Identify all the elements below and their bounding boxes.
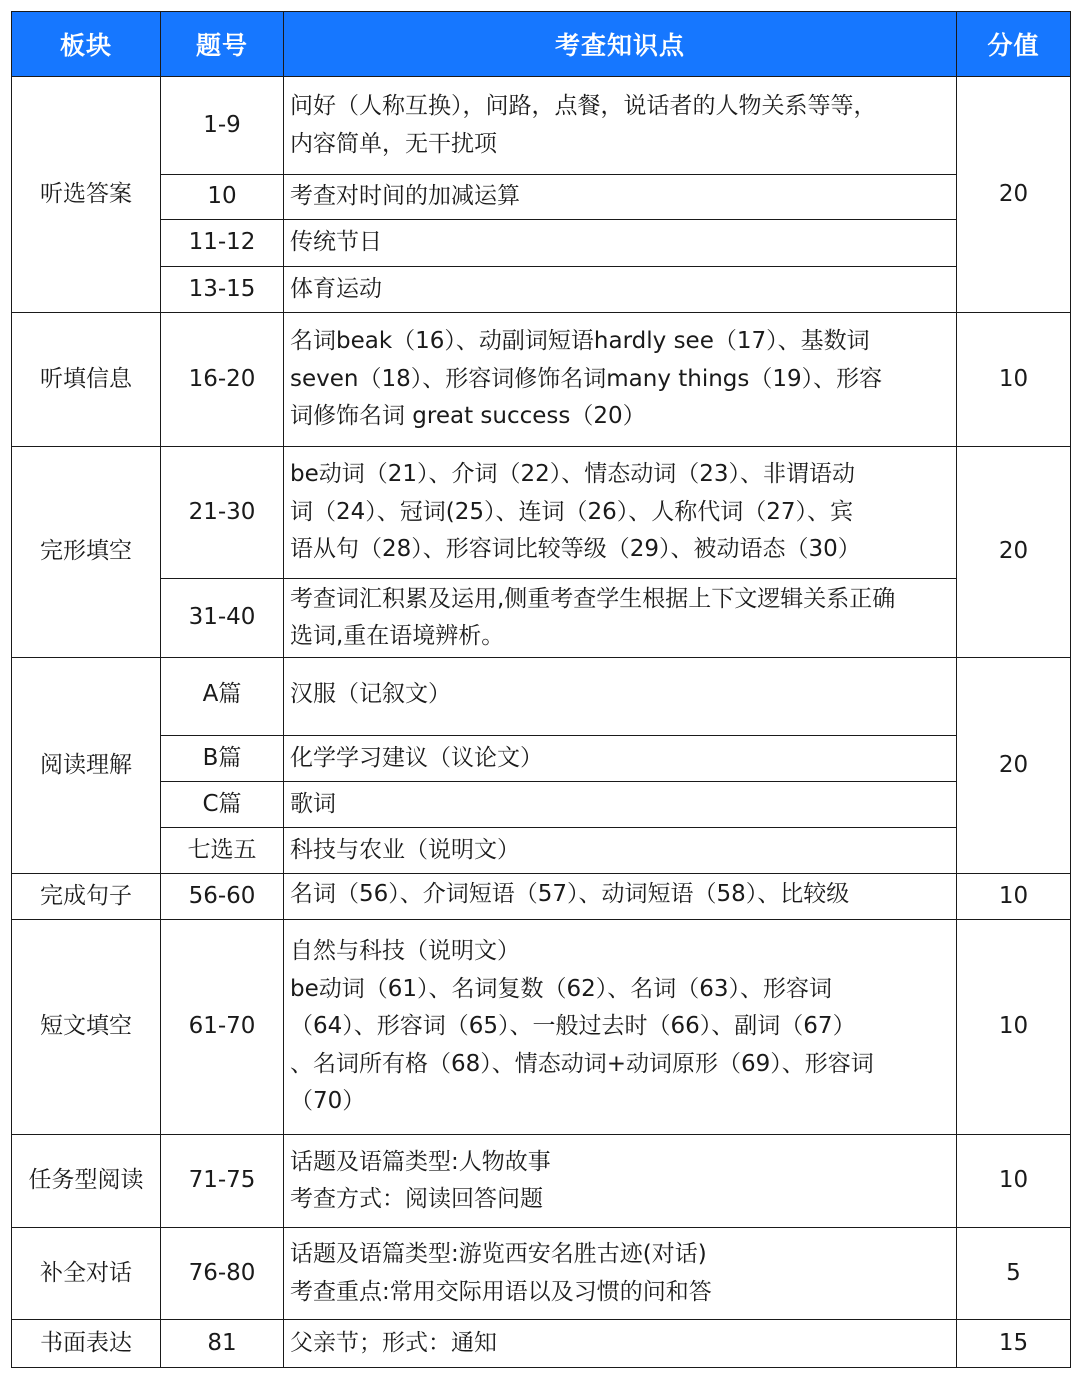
question-number: 16-20 [161,313,284,447]
knowledge-point: 汉服（记叙文） [284,658,957,736]
knowledge-point: 问好（人称互换），问路，点餐，说话者的人物关系等等， 内容简单，无干扰项 [284,77,957,175]
question-number: 31-40 [161,579,284,658]
table-row [12,736,1071,782]
score-value: 20 [957,77,1071,313]
header-section: 板块 [12,12,161,77]
score-value: 20 [957,658,1071,874]
knowledge-point: 歌词 [284,782,957,828]
question-number: C篇 [161,782,284,828]
table-row [12,175,1071,220]
section-name: 听选答案 [12,77,161,313]
knowledge-point: 话题及语篇类型:人物故事 考查方式：阅读回答问题 [284,1135,957,1228]
knowledge-point: 话题及语篇类型:游览西安名胜古迹(对话) 考查重点:常用交际用语以及习惯的问和答 [284,1228,957,1320]
question-number: 13-15 [161,267,284,313]
score-value: 20 [957,447,1071,658]
knowledge-point: 名词beak（16）、动副词短语hardly see（17）、基数词 seven（18）、形容词修饰名词many things（19）、形容 词修饰名词 great success（20） [284,313,957,447]
question-number: 76-80 [161,1228,284,1320]
section-name: 补全对话 [12,1228,161,1320]
header-question-number: 题号 [161,12,284,77]
section-name: 书面表达 [12,1320,161,1368]
table-row [12,658,1071,736]
knowledge-point: 科技与农业（说明文） [284,828,957,874]
question-number: 56-60 [161,874,284,920]
header-knowledge-points: 考查知识点 [284,12,957,77]
section-name: 听填信息 [12,313,161,447]
knowledge-point: 考查词汇积累及运用,侧重考查学生根据上下文逻辑关系正确 选词,重在语境辨析。 [284,579,957,658]
score-value: 10 [957,1135,1071,1228]
knowledge-point-cell [284,874,957,920]
header-score: 分值 [957,12,1071,77]
section-name: 短文填空 [12,920,161,1135]
question-number: A篇 [161,658,284,736]
table-row [12,220,1071,267]
score-value: 10 [957,874,1071,920]
table-row [12,77,1071,175]
table-row [12,267,1071,313]
score-value: 10 [957,920,1071,1135]
question-number: 61-70 [161,920,284,1135]
table-row [12,1228,1071,1320]
question-number: 10 [161,175,284,220]
section-name: 完形填空 [12,447,161,658]
table-row [12,313,1071,447]
knowledge-point: 自然与科技（说明文） be动词（61）、名词复数（62）、名词（63）、形容词 （64）、形容词（65）、一般过去时（66）、副词（67） 、名词所有格（68）、情态动词+动词原形（69）、形容词 （70） [284,920,957,1135]
knowledge-point: 传统节日 [284,220,957,267]
table-row [12,920,1071,1135]
section-name: 任务型阅读 [12,1135,161,1228]
knowledge-point: 体育运动 [284,267,957,313]
table-row [12,828,1071,874]
exam-analysis-table [11,11,1071,1368]
question-number: 11-12 [161,220,284,267]
knowledge-point: 父亲节；形式：通知 [284,1320,957,1368]
knowledge-point: 化学学习建议（议论文） [284,736,957,782]
section-name: 阅读理解 [12,658,161,874]
table-row [12,1320,1071,1368]
question-number: 21-30 [161,447,284,579]
knowledge-point: 名词（56）、介词短语（57）、动词短语（58）、比较级 [290,880,850,907]
header-row [12,12,1071,77]
question-number: 1-9 [161,77,284,175]
score-value: 15 [957,1320,1071,1368]
question-number: 81 [161,1320,284,1368]
table-row [12,874,1071,920]
table-row [12,1135,1071,1228]
question-number: 71-75 [161,1135,284,1228]
knowledge-point: be动词（21）、介词（22）、情态动词（23）、非谓语动 词（24）、冠词(25）、连词（26）、人称代词（27）、宾 语从句（28）、形容词比较等级（29）、被动语态（30） [284,447,957,579]
score-value: 10 [957,313,1071,447]
table-row [12,782,1071,828]
score-value: 5 [957,1228,1071,1320]
table-row [12,447,1071,579]
question-number: 七选五 [161,828,284,874]
section-name: 完成句子 [12,874,161,920]
knowledge-point: 考查对时间的加减运算 [284,175,957,220]
table-row [12,579,1071,658]
question-number: B篇 [161,736,284,782]
